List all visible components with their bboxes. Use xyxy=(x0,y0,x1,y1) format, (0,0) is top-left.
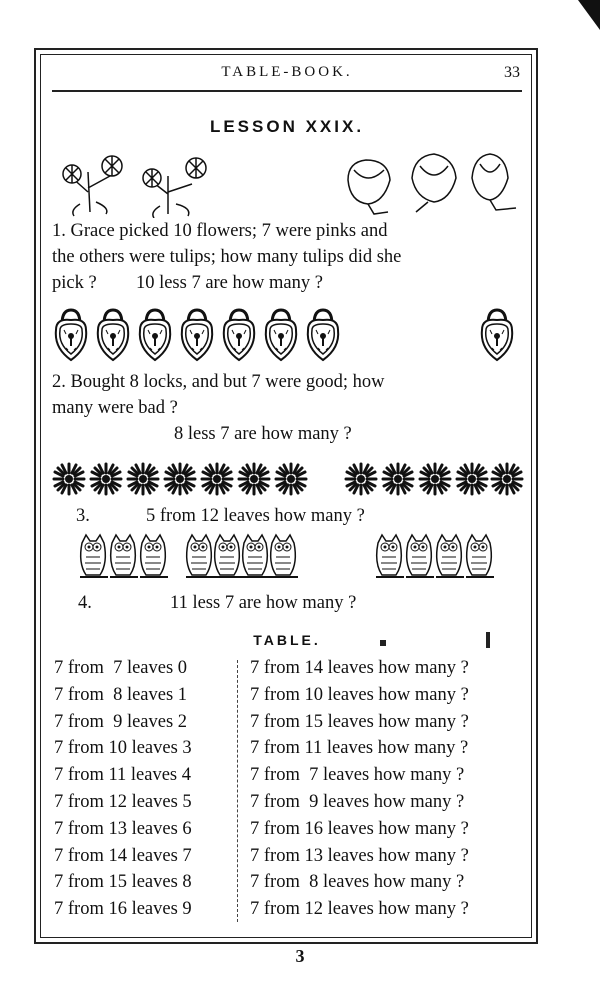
lesson-title: LESSON XXIX. xyxy=(209,117,365,136)
lock-icon xyxy=(140,310,170,360)
tulip-icon xyxy=(412,154,456,212)
question-3-number: 3. xyxy=(76,506,90,526)
table-right-row: 7 from 9 leaves how many ? xyxy=(250,792,465,812)
question-3-prompt: 5 from 12 leaves how many ? xyxy=(146,506,365,526)
locks-illustration xyxy=(54,308,524,364)
signature-mark: 3 xyxy=(295,946,305,966)
question-2-line-1: 2. Bought 8 locks, and but 7 were good; how xyxy=(52,372,385,392)
flowers-illustration xyxy=(52,150,524,218)
table-left-row: 7 from 13 leaves 6 xyxy=(54,818,192,839)
question-4-prompt: 11 less 7 are how many ? xyxy=(170,593,357,613)
lock-icon xyxy=(182,310,212,360)
lock-icon xyxy=(56,310,86,360)
question-1-line-1: 1. Grace picked 10 flowers; 7 were pinks and xyxy=(52,221,388,241)
table-left-row: 7 from 9 leaves 2 xyxy=(54,711,188,732)
table-left-row: 7 from 11 leaves 4 xyxy=(54,765,191,786)
question-1-tail: pick ? xyxy=(52,273,97,293)
table-left-row: 7 from 8 leaves 1 xyxy=(54,684,188,705)
question-2-prompt: 8 less 7 are how many ? xyxy=(174,424,352,444)
lock-icon xyxy=(308,310,338,360)
running-header xyxy=(52,62,522,86)
running-title: TABLE-BOOK. xyxy=(221,64,353,80)
table-right-row: 7 from 11 leaves how many ? xyxy=(250,738,469,759)
pinks-and-tulips-icon xyxy=(52,150,524,218)
table-column-divider xyxy=(237,660,239,922)
lock-icon xyxy=(98,310,128,360)
table-right-row: 7 from 10 leaves how many ? xyxy=(250,684,469,705)
table-right-row: 7 from 14 leaves how many ? xyxy=(250,658,469,678)
lock-icon xyxy=(224,310,254,360)
question-1-line-3 xyxy=(52,270,323,296)
pink-flower-icon xyxy=(143,158,206,218)
question-4-number: 4. xyxy=(78,593,92,613)
table-right-row: 7 from 12 leaves how many ? xyxy=(250,899,469,920)
question-1-line-2: the others were tulips; how many tulips did she xyxy=(52,247,402,267)
tulip-icon xyxy=(348,160,390,214)
table-right-row: 7 from 16 leaves how many ? xyxy=(250,818,469,839)
lock-icon xyxy=(482,310,512,360)
table-left-row: 7 from 12 leaves 5 xyxy=(54,792,192,812)
page-number: 33 xyxy=(504,64,520,81)
page-corner-shadow xyxy=(578,0,600,30)
pink-flower-icon xyxy=(63,156,122,216)
ink-speck xyxy=(486,632,490,648)
table-title: TABLE. xyxy=(253,632,321,648)
question-1-prompt: 10 less 7 are how many ? xyxy=(135,273,323,293)
tulip-icon xyxy=(472,154,516,210)
stars-illustration xyxy=(52,462,524,498)
table-right-row: 7 from 15 leaves how many ? xyxy=(250,711,469,732)
table-left-row: 7 from 15 leaves 8 xyxy=(54,872,192,893)
table-right-row: 7 from 7 leaves how many ? xyxy=(250,765,465,786)
table-right-row: 7 from 8 leaves how many ? xyxy=(250,872,465,893)
ink-speck xyxy=(380,640,386,646)
table-right-row: 7 from 13 leaves how many ? xyxy=(250,845,469,866)
lock-icon xyxy=(266,310,296,360)
table-left-row: 7 from 14 leaves 7 xyxy=(54,845,192,866)
question-2-line-2: many were bad ? xyxy=(52,398,178,418)
owls-illustration xyxy=(70,533,510,583)
table-left-row: 7 from 10 leaves 3 xyxy=(54,738,192,759)
table-left-row: 7 from 7 leaves 0 xyxy=(54,658,188,678)
table-left-row: 7 from 16 leaves 9 xyxy=(54,899,192,920)
header-rule xyxy=(52,90,522,92)
